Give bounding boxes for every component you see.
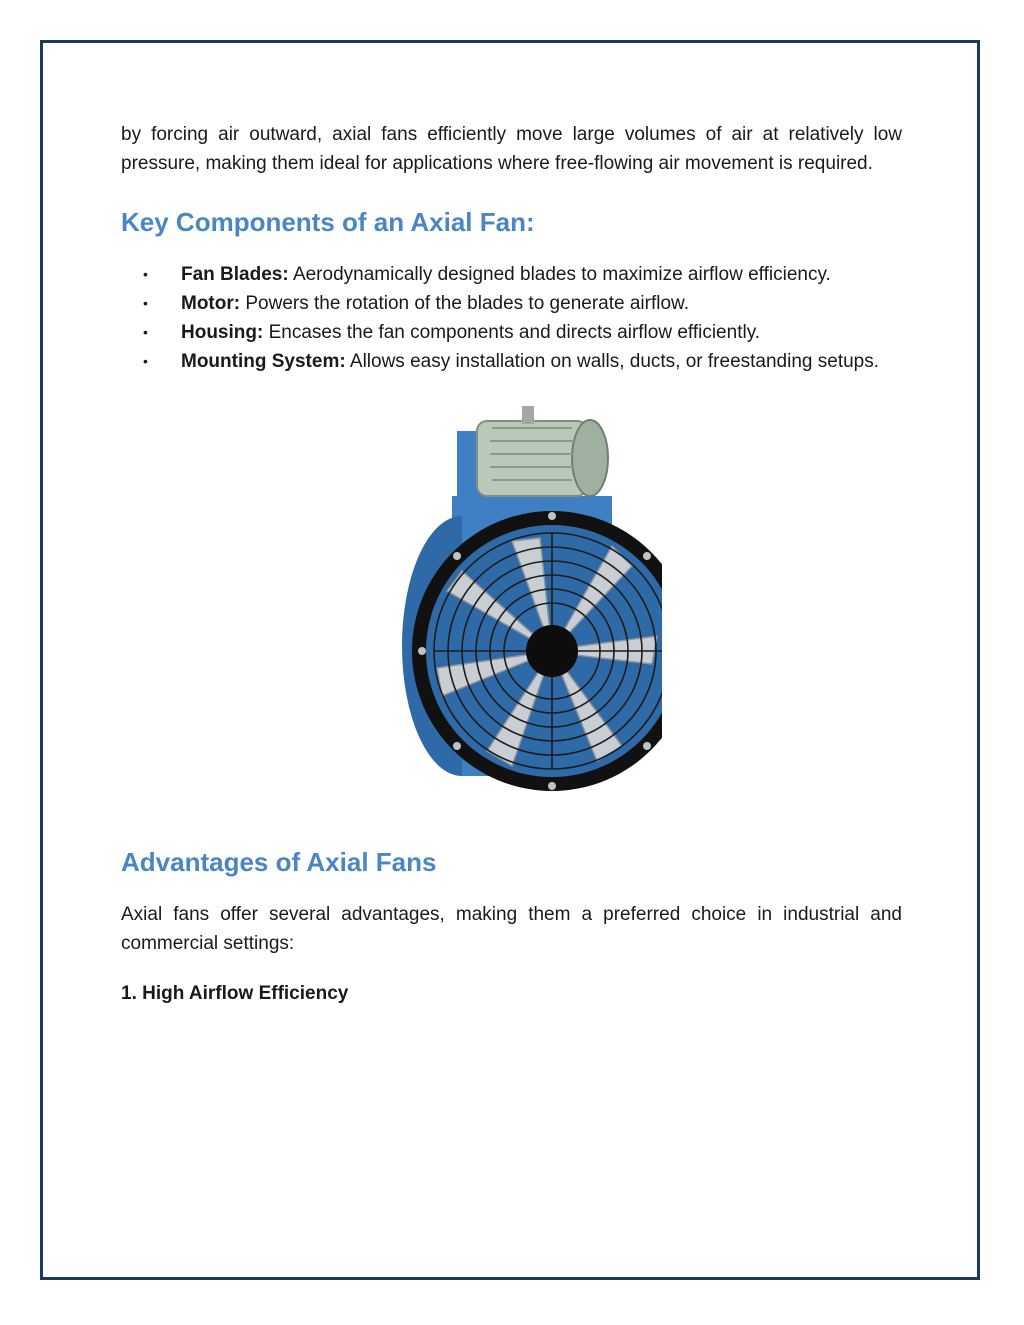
bullet-icon: • (143, 324, 148, 340)
advantages-intro: Axial fans offer several advantages, making them a preferred choice in industrial and commercial settings: (121, 904, 902, 954)
fan-hub (526, 625, 578, 677)
intro-paragraph: by forcing air outward, axial fans efficiently move large volumes of air at relatively low pressure, making them ideal for applications where free-flowing air movement is required. (121, 124, 902, 174)
list-item (121, 289, 902, 318)
bullet-icon: • (143, 295, 148, 311)
component-description: Allows easy installation on walls, ducts, or freestanding setups. (349, 351, 880, 372)
component-description: Aerodynamically designed blades to maximize airflow efficiency. (292, 264, 831, 285)
axial-fan-illustration (362, 406, 662, 806)
bullet-icon: • (143, 266, 148, 282)
page-content (121, 120, 902, 1008)
list-item (121, 260, 902, 289)
component-description: Powers the rotation of the blades to generate airflow. (245, 293, 689, 314)
bullet-icon: • (143, 353, 148, 369)
components-heading: Key Components of an Axial Fan: (121, 207, 535, 237)
motor-icon (477, 421, 587, 496)
eyebolt (522, 406, 534, 424)
component-term: Motor: (181, 293, 241, 314)
component-term: Fan Blades: (181, 264, 289, 285)
component-term: Housing: (181, 322, 264, 343)
components-list (121, 260, 902, 376)
list-item (121, 318, 902, 347)
component-term: Mounting System: (181, 351, 346, 372)
list-item (121, 347, 902, 376)
component-description: Encases the fan components and directs airflow efficiently. (268, 322, 761, 343)
motor-cap (572, 420, 608, 496)
advantage-item-heading: 1. High Airflow Efficiency (121, 983, 349, 1004)
advantages-heading: Advantages of Axial Fans (121, 847, 437, 877)
